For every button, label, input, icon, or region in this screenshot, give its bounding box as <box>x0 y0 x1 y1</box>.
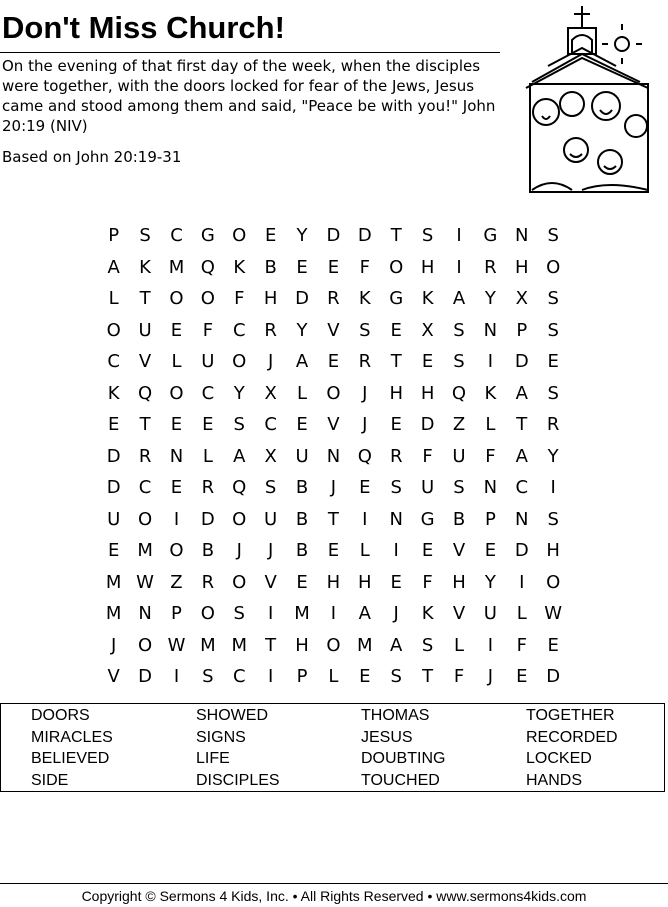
grid-letter: Y <box>296 225 308 247</box>
grid-letter: K <box>484 382 497 404</box>
grid-letter: O <box>232 508 247 530</box>
word-list-item: BELIEVED <box>31 750 110 767</box>
grid-letter: L <box>485 414 496 436</box>
grid-letter: V <box>327 319 340 341</box>
grid-letter: J <box>267 351 274 373</box>
grid-letter: M <box>231 634 248 656</box>
grid-letter: V <box>107 666 120 688</box>
grid-letter: E <box>359 666 371 688</box>
scripture-reference: Based on John 20:19-31 <box>2 148 182 166</box>
grid-letter: P <box>516 319 528 341</box>
grid-letter: R <box>201 571 215 593</box>
grid-letter: U <box>483 603 497 625</box>
grid-row <box>98 441 569 473</box>
grid-letter: T <box>422 666 434 688</box>
grid-letter: J <box>362 414 368 436</box>
grid-letter: I <box>267 603 274 625</box>
footer-copyright: Copyright © Sermons 4 Kids, Inc. • All Rights Reserved • www.sermons4kids.com <box>81 888 587 904</box>
grid-letter: N <box>515 508 529 530</box>
grid-letter: E <box>327 351 340 373</box>
grid-letter: V <box>452 603 466 625</box>
grid-letter: D <box>326 225 341 247</box>
grid-letter: E <box>516 666 528 688</box>
grid-letter: C <box>201 382 215 404</box>
grid-letter: D <box>357 225 372 247</box>
grid-letter: E <box>390 414 402 436</box>
grid-row <box>98 346 569 378</box>
grid-letter: V <box>264 571 277 593</box>
grid-letter: D <box>106 477 121 499</box>
grid-letter: W <box>544 603 563 625</box>
grid-letter: N <box>515 225 529 247</box>
grid-letter: O <box>138 508 153 530</box>
grid-letter: C <box>232 319 246 341</box>
grid-letter: E <box>390 571 402 593</box>
grid-letter: E <box>170 477 183 499</box>
grid-letter: U <box>138 319 152 341</box>
grid-letter: D <box>106 445 121 467</box>
grid-letter: E <box>264 225 277 247</box>
grid-letter: C <box>107 351 120 373</box>
word-list-item: TOUCHED <box>361 771 440 789</box>
grid-letter: S <box>547 288 559 310</box>
grid-letter: B <box>264 256 277 278</box>
grid-letter: J <box>111 634 117 656</box>
grid-letter: Q <box>451 382 467 404</box>
grid-letter: H <box>358 571 372 593</box>
grid-letter: L <box>453 634 464 656</box>
grid-letter: E <box>202 414 214 436</box>
word-list-item: MIRACLES <box>31 728 113 746</box>
grid-letter: I <box>487 351 494 373</box>
grid-letter: Y <box>233 382 245 404</box>
grid-letter: Z <box>452 414 466 436</box>
grid-letter: J <box>362 382 368 404</box>
grid-letter: K <box>358 288 371 310</box>
word-list-item: DOUBTING <box>361 750 446 767</box>
grid-letter: C <box>170 225 183 247</box>
grid-letter: Z <box>170 571 183 593</box>
grid-letter: U <box>201 351 215 373</box>
grid-letter: D <box>295 288 309 310</box>
grid-letter: M <box>137 540 153 562</box>
footer-divider <box>0 883 668 884</box>
grid-letter: J <box>487 666 494 688</box>
grid-letter: V <box>138 351 152 373</box>
grid-letter: M <box>105 603 122 625</box>
grid-letter: A <box>515 445 528 467</box>
grid-letter: K <box>233 256 246 278</box>
grid-letter: L <box>202 445 213 467</box>
grid-letter: M <box>105 571 122 593</box>
grid-letter: E <box>108 414 120 436</box>
grid-letter: Q <box>138 382 153 404</box>
grid-letter: I <box>519 571 525 593</box>
grid-letter: O <box>138 634 153 656</box>
grid-row <box>98 598 569 630</box>
grid-letter: I <box>456 256 462 278</box>
grid-letter: F <box>359 256 370 278</box>
grid-letter: O <box>169 288 184 310</box>
grid-letter: J <box>330 477 337 499</box>
grid-letter: L <box>328 666 339 688</box>
grid-letter: Y <box>484 571 496 593</box>
grid-letter: E <box>359 477 371 499</box>
grid-letter: T <box>139 414 151 436</box>
grid-letter: K <box>139 256 151 278</box>
grid-letter: R <box>484 256 497 278</box>
grid-letter: N <box>326 445 341 467</box>
grid-letter: O <box>232 225 247 247</box>
grid-letter: R <box>358 351 372 373</box>
grid-letter: U <box>421 477 435 499</box>
grid-letter: O <box>546 571 561 593</box>
grid-letter: R <box>138 445 152 467</box>
grid-row <box>98 630 569 662</box>
grid-row <box>98 252 569 284</box>
grid-letter: P <box>108 225 120 247</box>
grid-letter: X <box>264 382 277 404</box>
grid-letter: P <box>171 603 182 625</box>
grid-letter: H <box>295 634 309 656</box>
grid-letter: S <box>453 477 465 499</box>
grid-letter: H <box>389 382 403 404</box>
grid-letter: A <box>390 634 403 656</box>
grid-letter: H <box>546 540 560 562</box>
grid-letter: S <box>421 634 434 656</box>
word-list-item: HANDS <box>526 771 583 789</box>
grid-letter: L <box>171 351 182 373</box>
word-list-item: SIDE <box>31 771 69 789</box>
grid-letter: E <box>170 414 183 436</box>
grid-letter: S <box>233 414 245 436</box>
grid-row <box>98 315 569 347</box>
grid-letter: J <box>393 603 399 625</box>
grid-letter: Q <box>200 256 215 278</box>
grid-letter: V <box>327 414 340 436</box>
grid-letter: M <box>294 603 310 625</box>
grid-letter: F <box>234 288 245 310</box>
grid-row <box>98 409 569 441</box>
grid-letter: N <box>138 603 152 625</box>
grid-letter: G <box>389 288 404 310</box>
grid-letter: U <box>264 508 278 530</box>
grid-letter: D <box>420 414 435 436</box>
scripture-verse: On the evening of that first day of the week, when the disciples were together, with the doors locked for fear of the Jews, Jesus came and stood among them and said, "Peace be with you!" John 20:19 (NIV) <box>2 57 496 135</box>
word-list-item: JESUS <box>361 728 413 746</box>
grid-letter: M <box>200 634 216 656</box>
grid-letter: J <box>267 540 274 562</box>
grid-letter: C <box>264 414 277 436</box>
grid-letter: X <box>264 445 277 467</box>
grid-letter: F <box>453 666 465 688</box>
grid-row <box>98 220 569 252</box>
grid-letter: F <box>422 445 433 467</box>
grid-letter: Q <box>232 477 247 499</box>
grid-letter: G <box>483 225 498 247</box>
grid-letter: X <box>515 288 528 310</box>
grid-letter: O <box>326 382 341 404</box>
word-list-item: DISCIPLES <box>196 771 280 789</box>
grid-letter: S <box>453 351 465 373</box>
grid-letter: P <box>296 666 308 688</box>
grid-letter: C <box>138 477 152 499</box>
grid-letter: H <box>326 571 341 593</box>
grid-letter: A <box>233 445 246 467</box>
grid-letter: O <box>389 256 404 278</box>
grid-letter: X <box>421 319 434 341</box>
grid-letter: K <box>107 382 120 404</box>
grid-letter: E <box>327 540 340 562</box>
grid-letter: O <box>232 571 247 593</box>
grid-letter: E <box>484 540 497 562</box>
grid-row <box>98 504 569 536</box>
grid-letter: S <box>390 666 402 688</box>
grid-letter: S <box>453 319 465 341</box>
grid-letter: M <box>168 256 185 278</box>
word-list <box>31 705 666 791</box>
grid-letter: L <box>359 540 370 562</box>
grid-letter: O <box>169 382 184 404</box>
grid-letter: F <box>422 571 433 593</box>
grid-letter: D <box>138 666 153 688</box>
grid-letter: Y <box>296 319 308 341</box>
grid-letter: S <box>202 666 214 688</box>
grid-letter: K <box>421 603 434 625</box>
grid-letter: O <box>169 540 184 562</box>
grid-letter: F <box>202 319 214 341</box>
grid-row <box>98 472 569 504</box>
grid-letter: S <box>547 319 559 341</box>
grid-letter: L <box>108 288 119 310</box>
grid-letter: W <box>136 571 154 593</box>
grid-letter: I <box>456 225 462 247</box>
grid-letter: A <box>358 603 371 625</box>
grid-letter: K <box>421 288 434 310</box>
grid-letter: A <box>295 351 309 373</box>
grid-letter: S <box>547 382 559 404</box>
grid-letter: E <box>547 351 559 373</box>
grid-letter: O <box>200 288 215 310</box>
grid-letter: E <box>421 351 434 373</box>
title-divider <box>0 52 500 53</box>
grid-letter: N <box>483 477 498 499</box>
grid-letter: I <box>173 666 180 688</box>
grid-letter: I <box>173 508 180 530</box>
grid-letter: N <box>389 508 403 530</box>
grid-row <box>98 378 569 410</box>
grid-row <box>98 283 569 315</box>
grid-letter: R <box>389 445 403 467</box>
grid-letter: C <box>232 666 246 688</box>
grid-letter: I <box>550 477 556 499</box>
word-search-grid <box>98 220 569 693</box>
grid-letter: Y <box>484 288 496 310</box>
grid-letter: N <box>169 445 184 467</box>
word-list-item: THOMAS <box>361 707 430 724</box>
grid-letter: S <box>264 477 277 499</box>
word-list-item: TOGETHER <box>526 707 615 724</box>
church-with-children-icon <box>512 4 668 196</box>
grid-letter: U <box>452 445 466 467</box>
grid-letter: E <box>327 256 340 278</box>
grid-letter: B <box>201 540 215 562</box>
grid-letter: R <box>327 288 340 310</box>
grid-letter: H <box>515 256 529 278</box>
grid-letter: B <box>295 477 309 499</box>
grid-letter: S <box>421 225 434 247</box>
grid-letter: O <box>546 256 561 278</box>
grid-letter: T <box>139 288 151 310</box>
grid-letter: V <box>452 540 466 562</box>
grid-letter: Y <box>547 445 559 467</box>
grid-letter: H <box>263 288 278 310</box>
grid-letter: W <box>167 634 186 656</box>
grid-row <box>98 567 569 599</box>
grid-letter: T <box>327 508 339 530</box>
word-list-item: SHOWED <box>196 707 268 724</box>
grid-letter: S <box>139 225 151 247</box>
grid-letter: R <box>546 414 560 436</box>
grid-letter: S <box>547 225 559 247</box>
grid-letter: F <box>485 445 496 467</box>
grid-row <box>98 535 569 567</box>
word-list-item: DOORS <box>31 707 90 724</box>
grid-letter: Q <box>357 445 372 467</box>
word-list-item: LOCKED <box>526 750 592 767</box>
grid-letter: S <box>359 319 371 341</box>
grid-letter: E <box>421 540 434 562</box>
grid-letter: T <box>390 351 402 373</box>
grid-letter: O <box>232 351 247 373</box>
grid-letter: O <box>106 319 121 341</box>
grid-letter: S <box>547 508 559 530</box>
grid-letter: I <box>267 666 274 688</box>
grid-letter: L <box>516 603 527 625</box>
grid-letter: E <box>296 414 308 436</box>
grid-letter: M <box>357 634 373 656</box>
grid-letter: R <box>264 319 277 341</box>
grid-letter: J <box>236 540 242 562</box>
word-list-item: LIFE <box>196 750 230 767</box>
page-title: Don't Miss Church! <box>2 10 285 45</box>
grid-letter: T <box>265 634 277 656</box>
grid-letter: E <box>547 634 559 656</box>
grid-letter: S <box>233 603 245 625</box>
grid-letter: D <box>514 351 529 373</box>
grid-letter: L <box>297 382 308 404</box>
grid-letter: E <box>170 319 183 341</box>
grid-letter: I <box>487 634 494 656</box>
grid-letter: B <box>295 540 309 562</box>
grid-letter: R <box>201 477 215 499</box>
grid-letter: C <box>515 477 529 499</box>
grid-letter: E <box>108 540 120 562</box>
grid-letter: A <box>107 256 120 278</box>
grid-letter: E <box>296 571 308 593</box>
grid-letter: I <box>330 603 337 625</box>
grid-letter: A <box>515 382 528 404</box>
grid-letter: T <box>516 414 528 436</box>
grid-letter: I <box>362 508 368 530</box>
grid-letter: O <box>326 634 341 656</box>
grid-letter: S <box>390 477 402 499</box>
grid-letter: D <box>200 508 215 530</box>
grid-letter: F <box>516 634 527 656</box>
grid-letter: B <box>295 508 309 530</box>
grid-letter: U <box>295 445 309 467</box>
grid-letter: N <box>483 319 498 341</box>
grid-letter: G <box>200 225 215 247</box>
grid-letter: A <box>452 288 466 310</box>
grid-letter: U <box>107 508 121 530</box>
grid-letter: E <box>296 256 308 278</box>
grid-letter: H <box>452 571 466 593</box>
grid-letter: D <box>546 666 561 688</box>
grid-letter: D <box>514 540 529 562</box>
grid-letter: I <box>393 540 399 562</box>
grid-letter: H <box>420 382 435 404</box>
grid-letter: P <box>484 508 496 530</box>
word-list-item: SIGNS <box>196 728 246 746</box>
grid-letter: B <box>452 508 466 530</box>
grid-letter: G <box>420 508 435 530</box>
grid-letter: H <box>420 256 435 278</box>
grid-letter: O <box>200 603 215 625</box>
grid-letter: T <box>390 225 402 247</box>
word-list-item: RECORDED <box>526 728 618 746</box>
grid-letter: E <box>390 319 402 341</box>
grid-row <box>98 661 569 693</box>
